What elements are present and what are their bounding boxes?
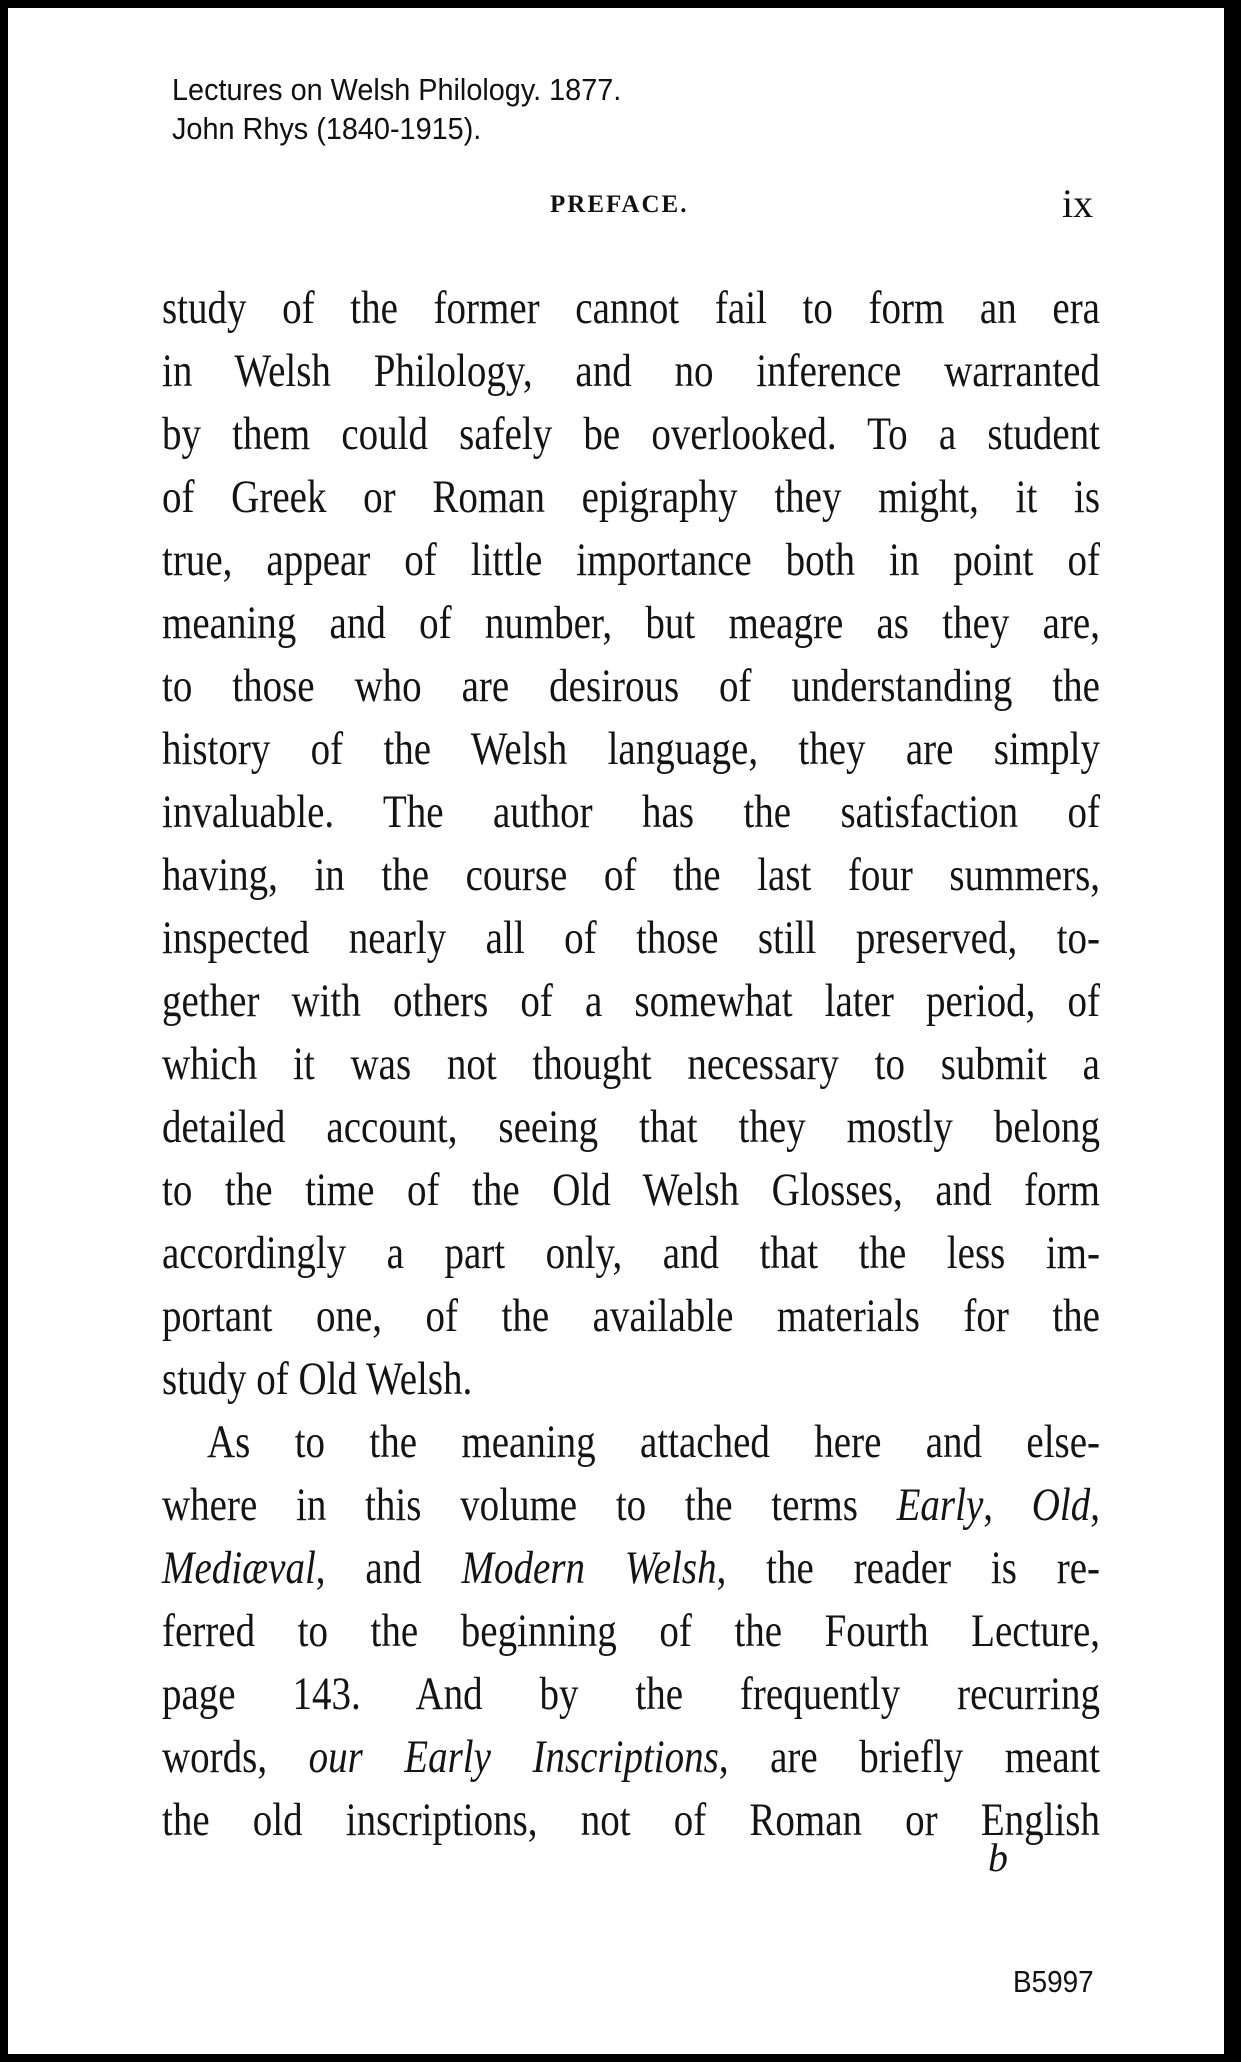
italic-text: Early: [896, 1479, 984, 1531]
text-segment: study of Old Welsh.: [162, 1353, 473, 1405]
text-segment: true, appear of little importance both in point of: [162, 534, 1100, 586]
text-segment: , are briefly meant: [718, 1731, 1100, 1783]
text-segment: ,: [1090, 1479, 1100, 1531]
text-segment: the old inscriptions, not of Roman or English: [162, 1794, 1100, 1846]
text-segment: , and: [315, 1542, 462, 1594]
text-segment: inspected nearly all of those still preserved, to-: [162, 912, 1100, 964]
text-segment: study of the former cannot fail to form an era: [162, 282, 1100, 334]
text-segment: which it was not thought necessary to submit a: [162, 1038, 1100, 1090]
text-segment: accordingly a part only, and that the less im-: [162, 1227, 1100, 1279]
text-segment: meaning and of number, but meagre as they are,: [162, 597, 1100, 649]
text-segment: As to the meaning attached here and else-: [207, 1416, 1100, 1468]
book-title-line: Lectures on Welsh Philology. 1877.: [172, 72, 622, 107]
catalog-code: B5997: [1013, 1964, 1094, 1999]
text-segment: portant one, of the available materials for the: [162, 1290, 1100, 1342]
text-segment: words,: [162, 1731, 309, 1783]
author-line: John Rhys (1840-1915).: [172, 111, 482, 146]
text-segment: invaluable. The author has the satisfaction of: [162, 786, 1100, 838]
text-segment: history of the Welsh language, they are simply: [162, 723, 1100, 775]
text-segment: ,: [983, 1479, 1032, 1531]
text-segment: where in this volume to the terms: [162, 1479, 897, 1531]
document-page: [8, 8, 1224, 2054]
page-number: ix: [1062, 181, 1094, 226]
italic-text: Mediæval: [162, 1542, 316, 1594]
text-segment: detailed account, seeing that they mostly belong: [162, 1101, 1100, 1153]
text-segment: , the reader is re-: [716, 1542, 1100, 1594]
text-line: [162, 1783, 1100, 1857]
text-segment: ferred to the beginning of the Fourth Lecture,: [162, 1605, 1100, 1657]
text-segment: to those who are desirous of understanding the: [162, 660, 1100, 712]
signature-mark: b: [988, 1835, 1008, 1880]
text-segment: in Welsh Philology, and no inference warranted: [162, 345, 1100, 397]
text-segment: having, in the course of the last four summers,: [162, 849, 1100, 901]
body-text: [162, 279, 1100, 1854]
text-segment: gether with others of a somewhat later period, of: [162, 975, 1100, 1027]
text-segment: to the time of the Old Welsh Glosses, and form: [162, 1164, 1100, 1216]
italic-text: our Early Inscriptions: [308, 1731, 719, 1783]
italic-text: Modern Welsh: [461, 1542, 717, 1594]
italic-text: Old: [1031, 1479, 1091, 1531]
text-segment: of Greek or Roman epigraphy they might, it is: [162, 471, 1100, 523]
text-segment: by them could safely be overlooked. To a student: [162, 408, 1100, 460]
running-head: PREFACE.: [550, 191, 689, 218]
text-segment: page 143. And by the frequently recurring: [162, 1668, 1100, 1720]
